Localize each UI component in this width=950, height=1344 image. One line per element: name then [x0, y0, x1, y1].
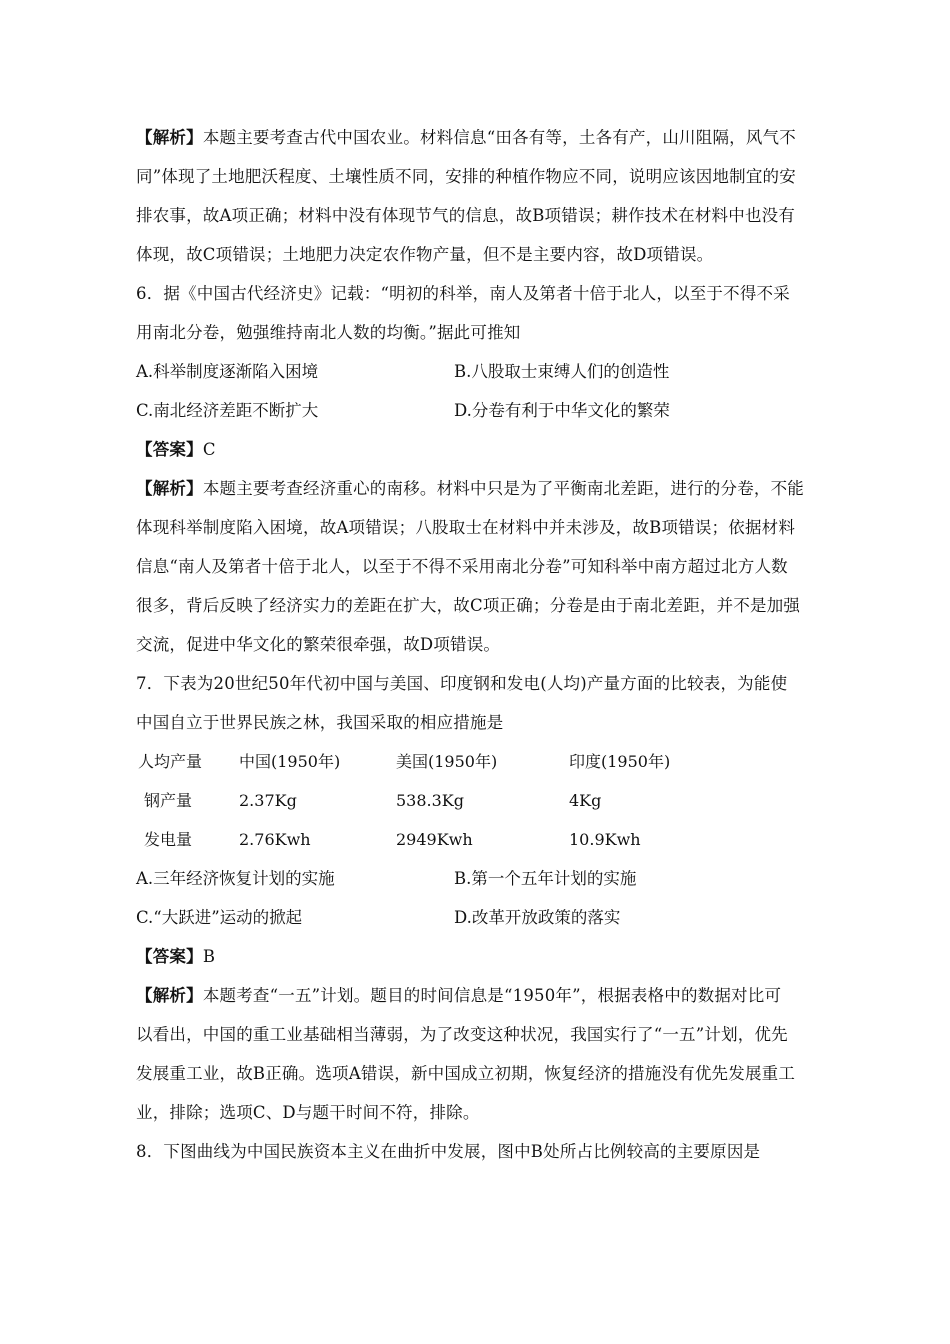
- table-cell: 538.3Kg: [396, 791, 464, 810]
- table-cell: 钢产量: [144, 791, 193, 810]
- q7-option-b: B.第一个五年计划的实施: [454, 869, 637, 888]
- q6-option-c: C.南北经济差距不断扩大: [136, 401, 319, 420]
- q7-option-c: C.“大跃进”运动的掀起: [136, 908, 303, 927]
- q7-analysis-line-1: 【解析】本题考查“一五”计划。题目的时间信息是“1950年”，根据表格中的数据对比可: [136, 986, 782, 1005]
- q7-analysis-line-3: 发展重工业，故B正确。选项A错误，新中国成立初期，恢复经济的措施没有优先发展重工: [136, 1064, 796, 1083]
- q8-stem: 8．下图曲线为中国民族资本主义在曲折中发展，图中B处所占比例较高的主要原因是: [136, 1142, 761, 1161]
- table-header-cell: 印度(1950年): [569, 752, 671, 771]
- q6-option-a: A.科举制度逐渐陷入困境: [136, 362, 319, 381]
- q6-stem-line-1: 6．据《中国古代经济史》记载：“明初的科举，南人及第者十倍于北人，以至于不得不采: [136, 284, 790, 303]
- q7-option-a: A.三年经济恢复计划的实施: [136, 869, 335, 888]
- table-cell: 2.76Kwh: [239, 830, 311, 849]
- answer-tag: 【答案】: [136, 440, 203, 459]
- table-header-row: [136, 742, 816, 781]
- q7-options-row-1: [136, 859, 816, 898]
- q6-answer-value: C: [202, 440, 216, 459]
- table-cell: 2.37Kg: [239, 791, 297, 810]
- analysis-tag: 【解析】: [136, 479, 203, 498]
- q6-options-row-2: [136, 391, 816, 430]
- analysis-tag: 【解析】: [136, 128, 203, 147]
- answer-tag: 【答案】: [136, 947, 203, 966]
- q6-options-row-1: [136, 352, 816, 391]
- q5-analysis-line-2: 同”体现了土地肥沃程度、土壤性质不同，安排的种植作物应不同，说明应该因地制宜的安: [136, 167, 796, 186]
- table-row: [136, 781, 816, 820]
- table-header-cell: 中国(1950年): [239, 752, 341, 771]
- q7-option-d: D.改革开放政策的落实: [454, 908, 621, 927]
- table-header-cell: 美国(1950年): [396, 752, 498, 771]
- q6-answer: [136, 430, 816, 469]
- document-page: [136, 118, 816, 1171]
- q5-analysis-line-4: 体现，故C项错误；土地肥力决定农作物产量，但不是主要内容，故D项错误。: [136, 245, 714, 264]
- q6-analysis-line-5: 交流，促进中华文化的繁荣很牵强，故D项错误。: [136, 635, 501, 654]
- q7-answer: [136, 937, 816, 976]
- q6-analysis-line-2: 体现科举制度陷入困境，故A项错误；八股取士在材料中并未涉及，故B项错误；依据材料: [136, 518, 796, 537]
- q5-analysis-line-1: 【解析】本题主要考查古代中国农业。材料信息“田各有等，土各有产，山川阻隔，风气不: [136, 128, 796, 147]
- q7-options-row-2: [136, 898, 816, 937]
- table-row: [136, 820, 816, 859]
- q7-analysis-line-4: 业，排除；选项C、D与题干时间不符，排除。: [136, 1103, 480, 1122]
- q6-option-d: D.分卷有利于中华文化的繁荣: [454, 401, 670, 420]
- q7-stem-line-2: 中国自立于世界民族之林，我国采取的相应措施是: [136, 713, 504, 732]
- q7-stem-line-1: 7．下表为20世纪50年代初中国与美国、印度钢和发电(人均)产量方面的比较表，为能使: [136, 674, 788, 693]
- table-header-cell: 人均产量: [138, 752, 203, 771]
- q6-option-b: B.八股取士束缚人们的创造性: [454, 362, 670, 381]
- table-cell: 2949Kwh: [396, 830, 473, 849]
- q6-analysis-line-4: 很多，背后反映了经济实力的差距在扩大，故C项正确；分卷是由于南北差距，并不是加强: [136, 596, 801, 615]
- q7-analysis-line-2: 以看出，中国的重工业基础相当薄弱，为了改变这种状况，我国实行了“一五”计划，优先: [136, 1025, 788, 1044]
- table-cell: 10.9Kwh: [569, 830, 641, 849]
- q6-analysis-line-3: 信息“南人及第者十倍于北人，以至于不得不采用南北分卷”可知科举中南方超过北方人数: [136, 557, 788, 576]
- q7-comparison-table: [136, 742, 816, 859]
- analysis-tag: 【解析】: [136, 986, 203, 1005]
- table-cell: 4Kg: [569, 791, 602, 810]
- q5-analysis-line-3: 排农事，故A项正确；材料中没有体现节气的信息，故B项错误；耕作技术在材料中也没有: [136, 206, 796, 225]
- q6-analysis-line-1: 【解析】本题主要考查经济重心的南移。材料中只是为了平衡南北差距，进行的分卷，不能: [136, 479, 805, 498]
- table-cell: 发电量: [144, 830, 193, 849]
- q6-stem-line-2: 用南北分卷，勉强维持南北人数的均衡。”据此可推知: [136, 323, 521, 342]
- q7-answer-value: B: [202, 947, 216, 966]
